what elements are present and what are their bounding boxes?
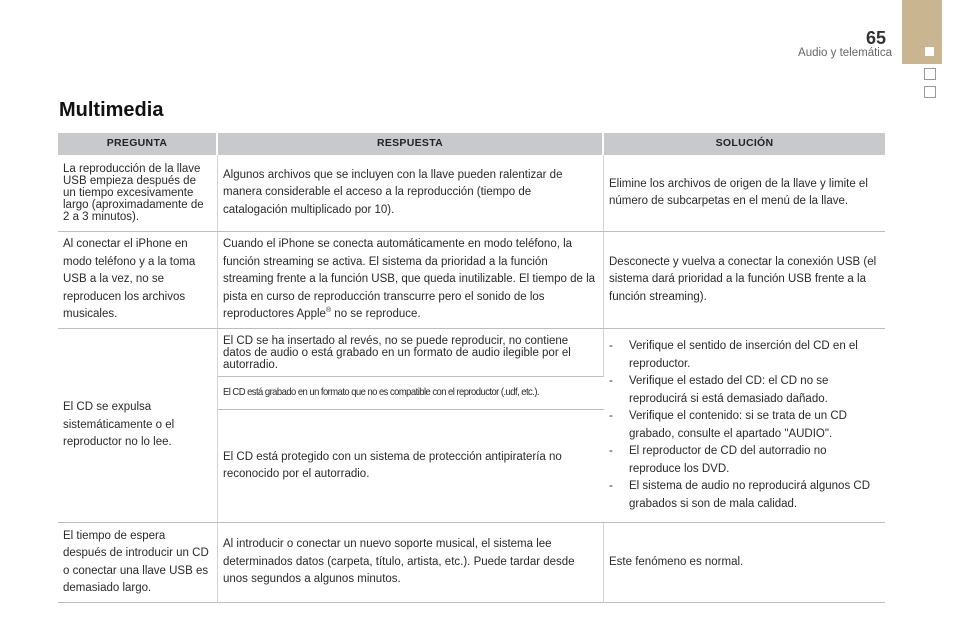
- question-cell: El CD se expulsa sistemáticamente o el reproductor no lo lee.: [58, 329, 218, 523]
- section-tab-marker: [902, 0, 942, 64]
- list-item: - Verifique el contenido: si se trata de un CD grabado, consulte el apartado "AUDIO".: [609, 408, 879, 443]
- solution-cell: Este fenómeno es normal.: [604, 523, 885, 603]
- answer-text: El CD está grabado en un formato que no es compatible con el reproductor (.udf, etc.).: [223, 386, 540, 399]
- answer-cell: Al introducir o conectar un nuevo soporte musical, el sistema lee determinados datos (carpeta, título, artista, etc.). Puede tardar desde unos segundos a algunos minutos.: [218, 523, 604, 603]
- table-header-row: [58, 133, 885, 155]
- registered-mark: ®: [325, 307, 332, 315]
- table-row: [58, 155, 885, 232]
- answer-text: Cuando el iPhone se conecta automáticamente en modo teléfono, la función streaming se activa. El sistema da prioridad a la función streaming frente a la función USB, que queda inutilizable. El tiempo de la pista en curso de reproducción transcurre pero el sonido de los reproductores Apple: [223, 238, 596, 321]
- answer-cell: [218, 232, 604, 329]
- table-row: [58, 329, 885, 377]
- empty-square-icon: [924, 68, 936, 80]
- question-cell: La reproducción de la llave USB empieza después de un tiempo excesivamente largo (aproximadamente de 2 a 3 minutos).: [58, 155, 218, 232]
- answer-text-tail: no se reproduce.: [331, 308, 421, 321]
- solution-cell: Elimine los archivos de origen de la llave y limite el número de subcarpetas en el menú de la llave.: [604, 155, 885, 232]
- header-solution: SOLUCIÓN: [604, 133, 885, 155]
- header-question: PREGUNTA: [58, 133, 218, 155]
- list-item: - Verifique el estado del CD: el CD no se reproducirá si está demasiado dañado.: [609, 373, 879, 408]
- section-label: Audio y telemática: [798, 47, 892, 59]
- empty-square-icon: [924, 86, 936, 98]
- answer-cell: El CD está protegido con un sistema de protección antipiratería no reconocido por el autorradio.: [218, 410, 604, 523]
- list-item: - El sistema de audio no reproducirá algunos CD grabados si son de mala calidad.: [609, 478, 879, 513]
- solution-cell: [604, 329, 885, 523]
- list-item: - El reproductor de CD del autorradio no reproduce los DVD.: [609, 443, 879, 478]
- table-row: [58, 523, 885, 603]
- answer-cell: [218, 377, 604, 410]
- page-title: Multimedia: [59, 99, 164, 121]
- table-row: [58, 232, 885, 329]
- faq-table: [58, 133, 885, 603]
- square-icon: [925, 47, 934, 56]
- page-number: 65: [865, 28, 886, 48]
- question-cell: Al conectar el iPhone en modo teléfono y a la toma USB a la vez, no se reproducen los archivos musicales.: [58, 232, 218, 329]
- question-cell: El tiempo de espera después de introducir un CD o conectar una llave USB es demasiado largo.: [58, 523, 218, 603]
- solution-list: [609, 338, 879, 513]
- solution-cell: Desconecte y vuelva a conectar la conexión USB (el sistema dará prioridad a la función USB frente a la función streaming).: [604, 232, 885, 329]
- answer-cell: Algunos archivos que se incluyen con la llave pueden ralentizar de manera considerable el acceso a la reproducción (tiempo de catalogación multiplicado por 10).: [218, 155, 604, 232]
- answer-cell: El CD se ha insertado al revés, no se puede reproducir, no contiene datos de audio o está grabado en un formato de audio ilegible por el autorradio.: [218, 329, 604, 377]
- header-answer: RESPUESTA: [218, 133, 604, 155]
- list-item: - Verifique el sentido de inserción del CD en el reproductor.: [609, 338, 879, 373]
